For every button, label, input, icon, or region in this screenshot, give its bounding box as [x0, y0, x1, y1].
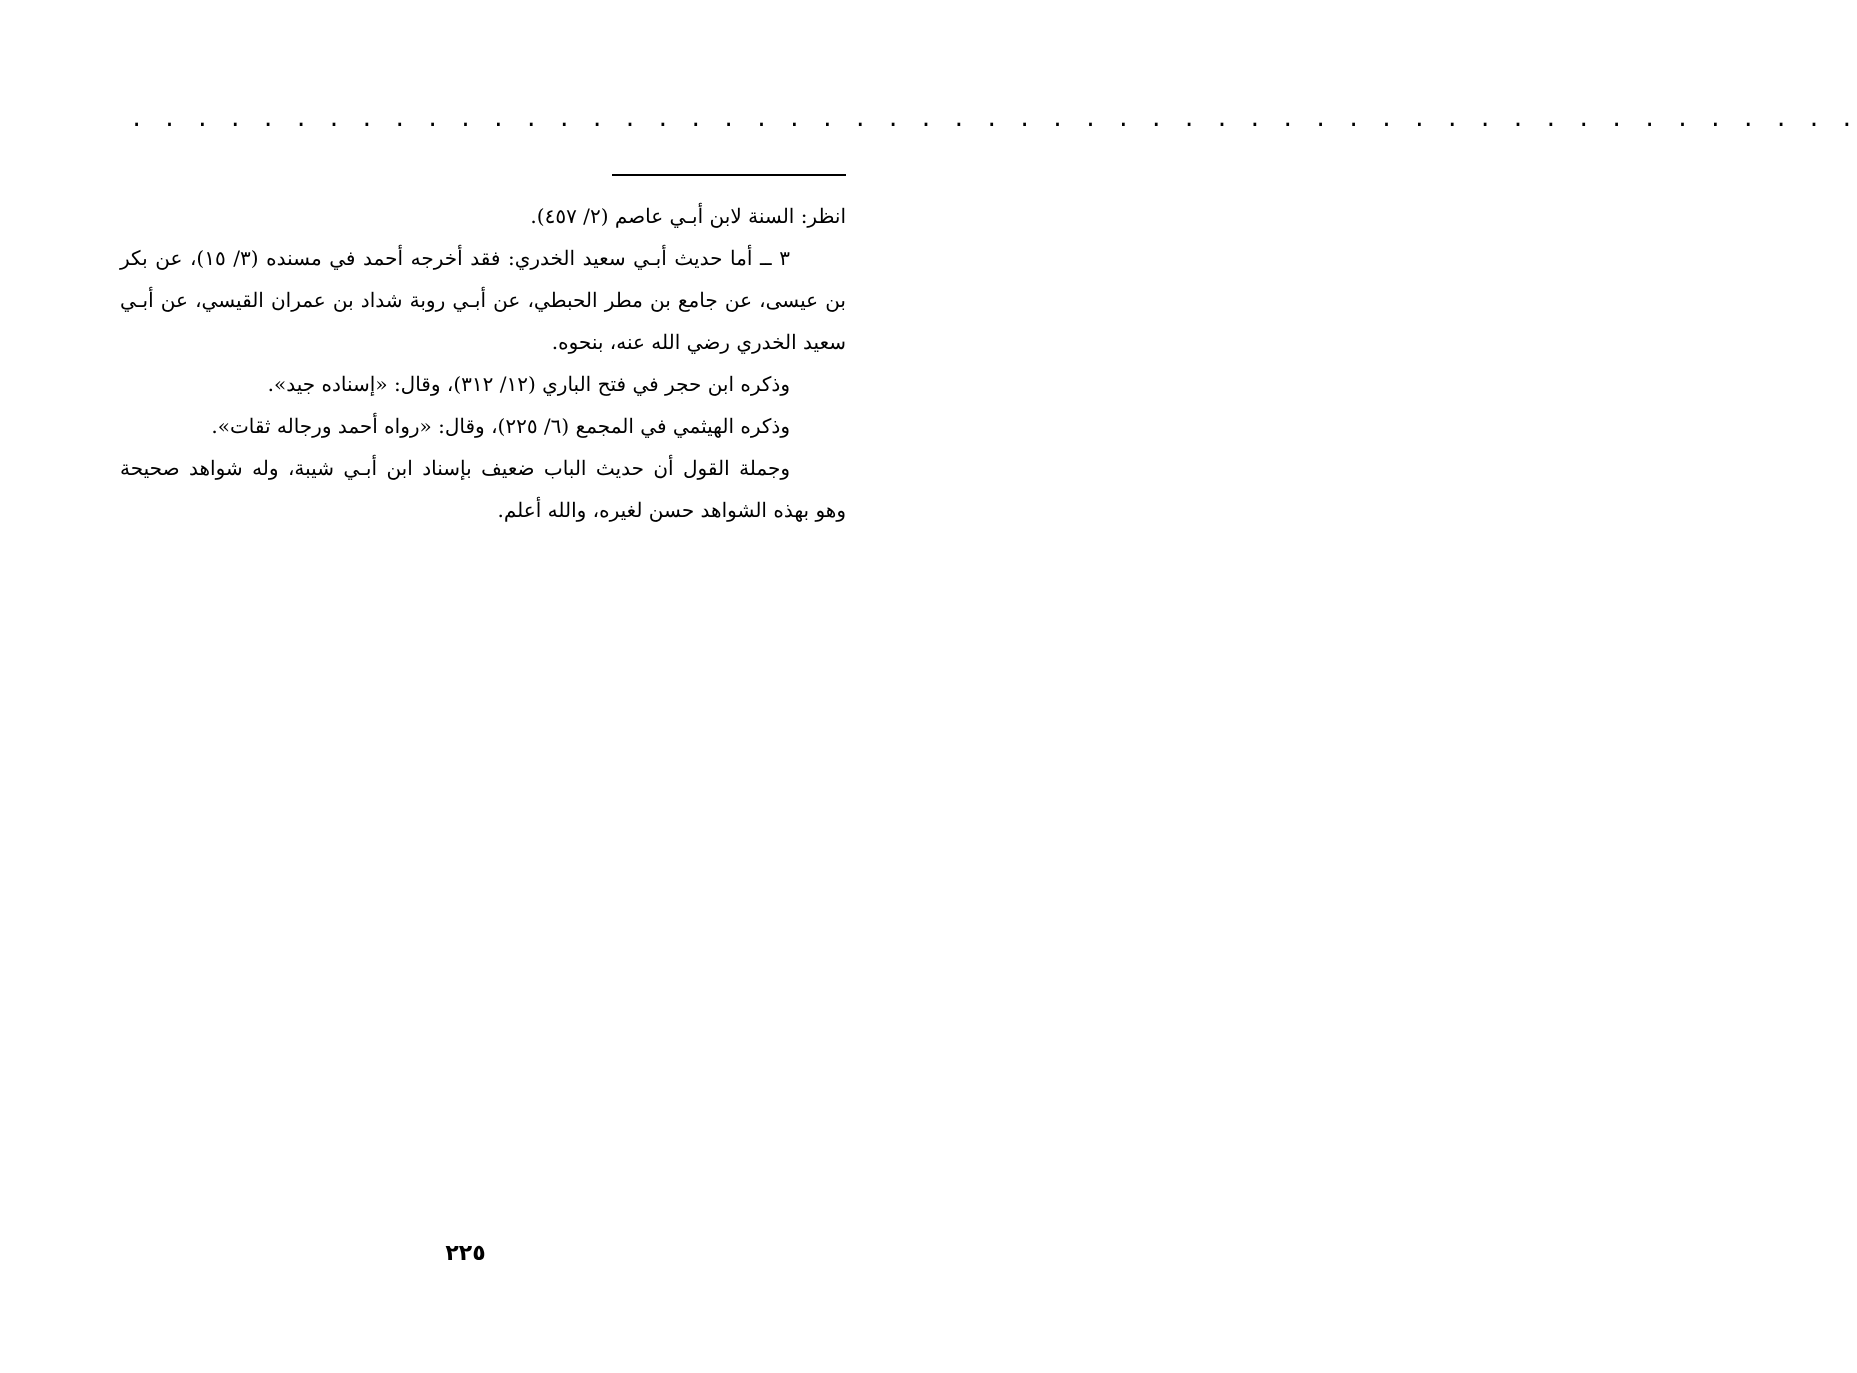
footnote-separator-line — [612, 174, 846, 176]
footnote-paragraph-reference: انظر: السنة لابن أبـي عاصم (٢/ ٤٥٧). — [530, 204, 846, 228]
footnote-paragraph-hadith-3: ٣ ــ أما حديث أبـي سعيد الخدري: فقد أخرجه أحمد في مسنده (٣/ ١٥)، عن بكر بن عيسى، عن جامع بن مطر الحبطي، عن أبـي روبة شداد بن عمران القيسي، عن أبـي سعيد الخدري رضي الله عنه، بنحوه. — [120, 246, 846, 354]
footnote-paragraph-ibn-hajar: وذكره ابن حجر في فتح الباري (١٢/ ٣١٢)، وقال: «إسناده جيد». — [267, 372, 790, 396]
page-number: ٢٢٥ — [445, 1241, 486, 1266]
footnote-paragraph-haythami: وذكره الهيثمي في المجمع (٦/ ٢٢٥)، وقال: «رواه أحمد ورجاله ثقات». — [211, 414, 790, 438]
footnotes-block — [120, 195, 846, 531]
footnote-paragraph-conclusion: وجملة القول أن حديث الباب ضعيف بإسناد ابن أبـي شيبة، وله شواهد صحيحة وهو بهذه الشواهد حسن لغيره، والله أعلم. — [120, 456, 846, 522]
dotted-separator: . . . . . . . . . . . . . . . . . . . . . . . . . . . . . . . . . . . . . . . . . . . . . . . . . . . . . — [130, 107, 1857, 132]
